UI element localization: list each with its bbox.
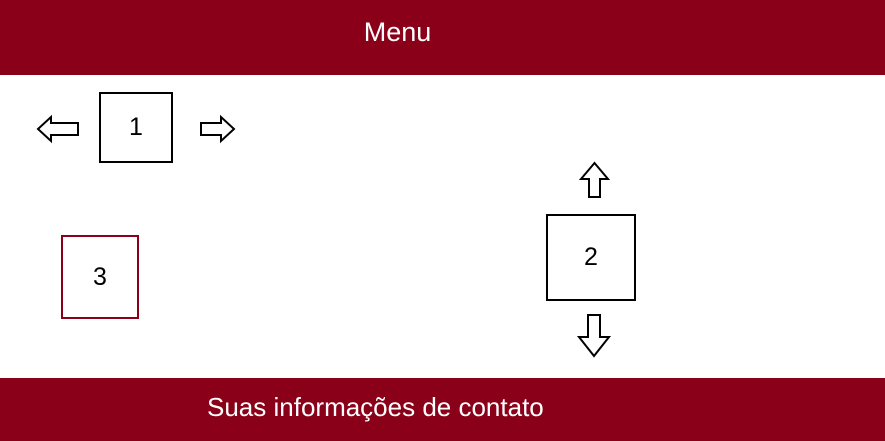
- menu-bar[interactable]: [0, 0, 885, 75]
- contact-info-text[interactable]: Suas informações de contato: [207, 392, 544, 422]
- box-3[interactable]: [61, 235, 139, 319]
- arrow-left-icon[interactable]: [37, 116, 79, 142]
- box-3-label: 3: [93, 262, 107, 291]
- arrow-right-icon[interactable]: [200, 116, 235, 142]
- contact-bar: [0, 378, 885, 441]
- box-1[interactable]: [99, 92, 173, 163]
- box-2-label: 2: [584, 243, 598, 271]
- arrow-down-icon[interactable]: [578, 314, 610, 357]
- box-2[interactable]: [546, 214, 636, 301]
- box-1-label: 1: [129, 113, 143, 141]
- arrow-up-icon[interactable]: [580, 162, 609, 198]
- menu-title[interactable]: Menu: [363, 17, 432, 47]
